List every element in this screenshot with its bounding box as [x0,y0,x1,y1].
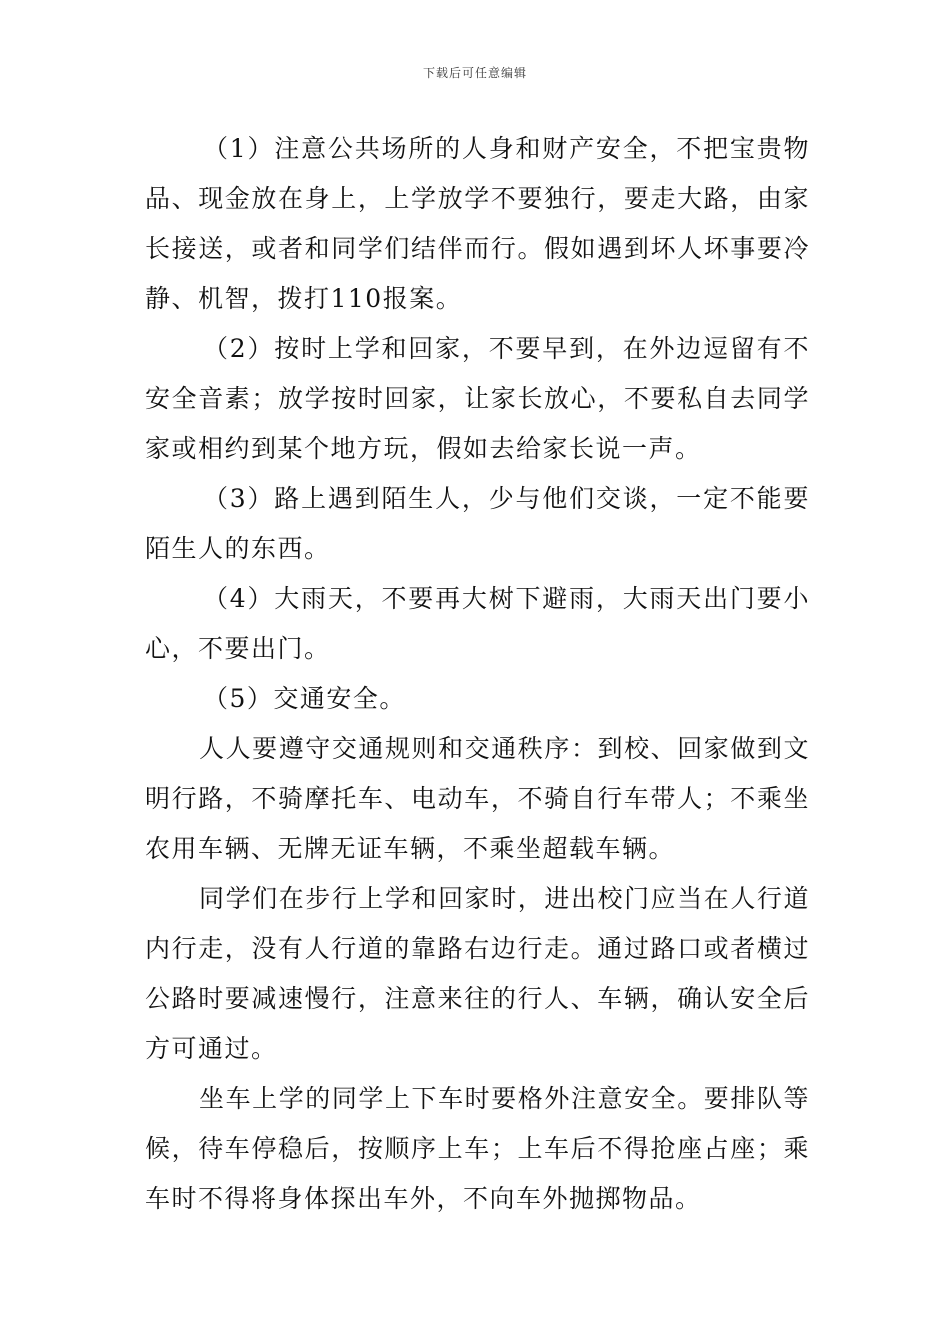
paragraph-traffic-rules: 人人要遵守交通规则和交通秩序：到校、回家做到文明行路，不骑摩托车、电动车，不骑自行车带人；不乘坐农用车辆、无牌无证车辆，不乘坐超载车辆。 [145,734,810,863]
paragraph-on-time: （2）按时上学和回家，不要早到，在外边逗留有不安全音素；放学按时回家，让家长放心，不要私自去同学家或相约到某个地方玩，假如去给家长说一声。 [145,334,810,463]
paragraph-strangers: （3）路上遇到陌生人，少与他们交谈，一定不能要陌生人的东西。 [145,484,810,563]
paragraph-walking: 同学们在步行上学和回家时，进出校门应当在人行道内行走，没有人行道的靠路右边行走。通过路口或者横过公路时要减速慢行，注意来往的行人、车辆，确认安全后方可通过。 [145,884,810,1063]
paragraph-traffic-heading: （5）交通安全。 [203,684,406,713]
page-header: 下载后可任意编辑 [422,66,527,80]
paragraph-safety-public: （1）注意公共场所的人身和财产安全，不把宝贵物品、现金放在身上，上学放学不要独行，要走大路，由家长接送，或者和同学们结伴而行。假如遇到坏人坏事要冷静、机智，拨打110报案。 [145,134,810,313]
document-body [145,124,810,1224]
paragraph-bus: 坐车上学的同学上下车时要格外注意安全。要排队等候，待车停稳后，按顺序上车；上车后不得抢座占座；乘车时不得将身体探出车外，不向车外抛掷物品。 [145,1084,810,1213]
paragraph-rain: （4）大雨天，不要再大树下避雨，大雨天出门要小心，不要出门。 [145,584,810,663]
